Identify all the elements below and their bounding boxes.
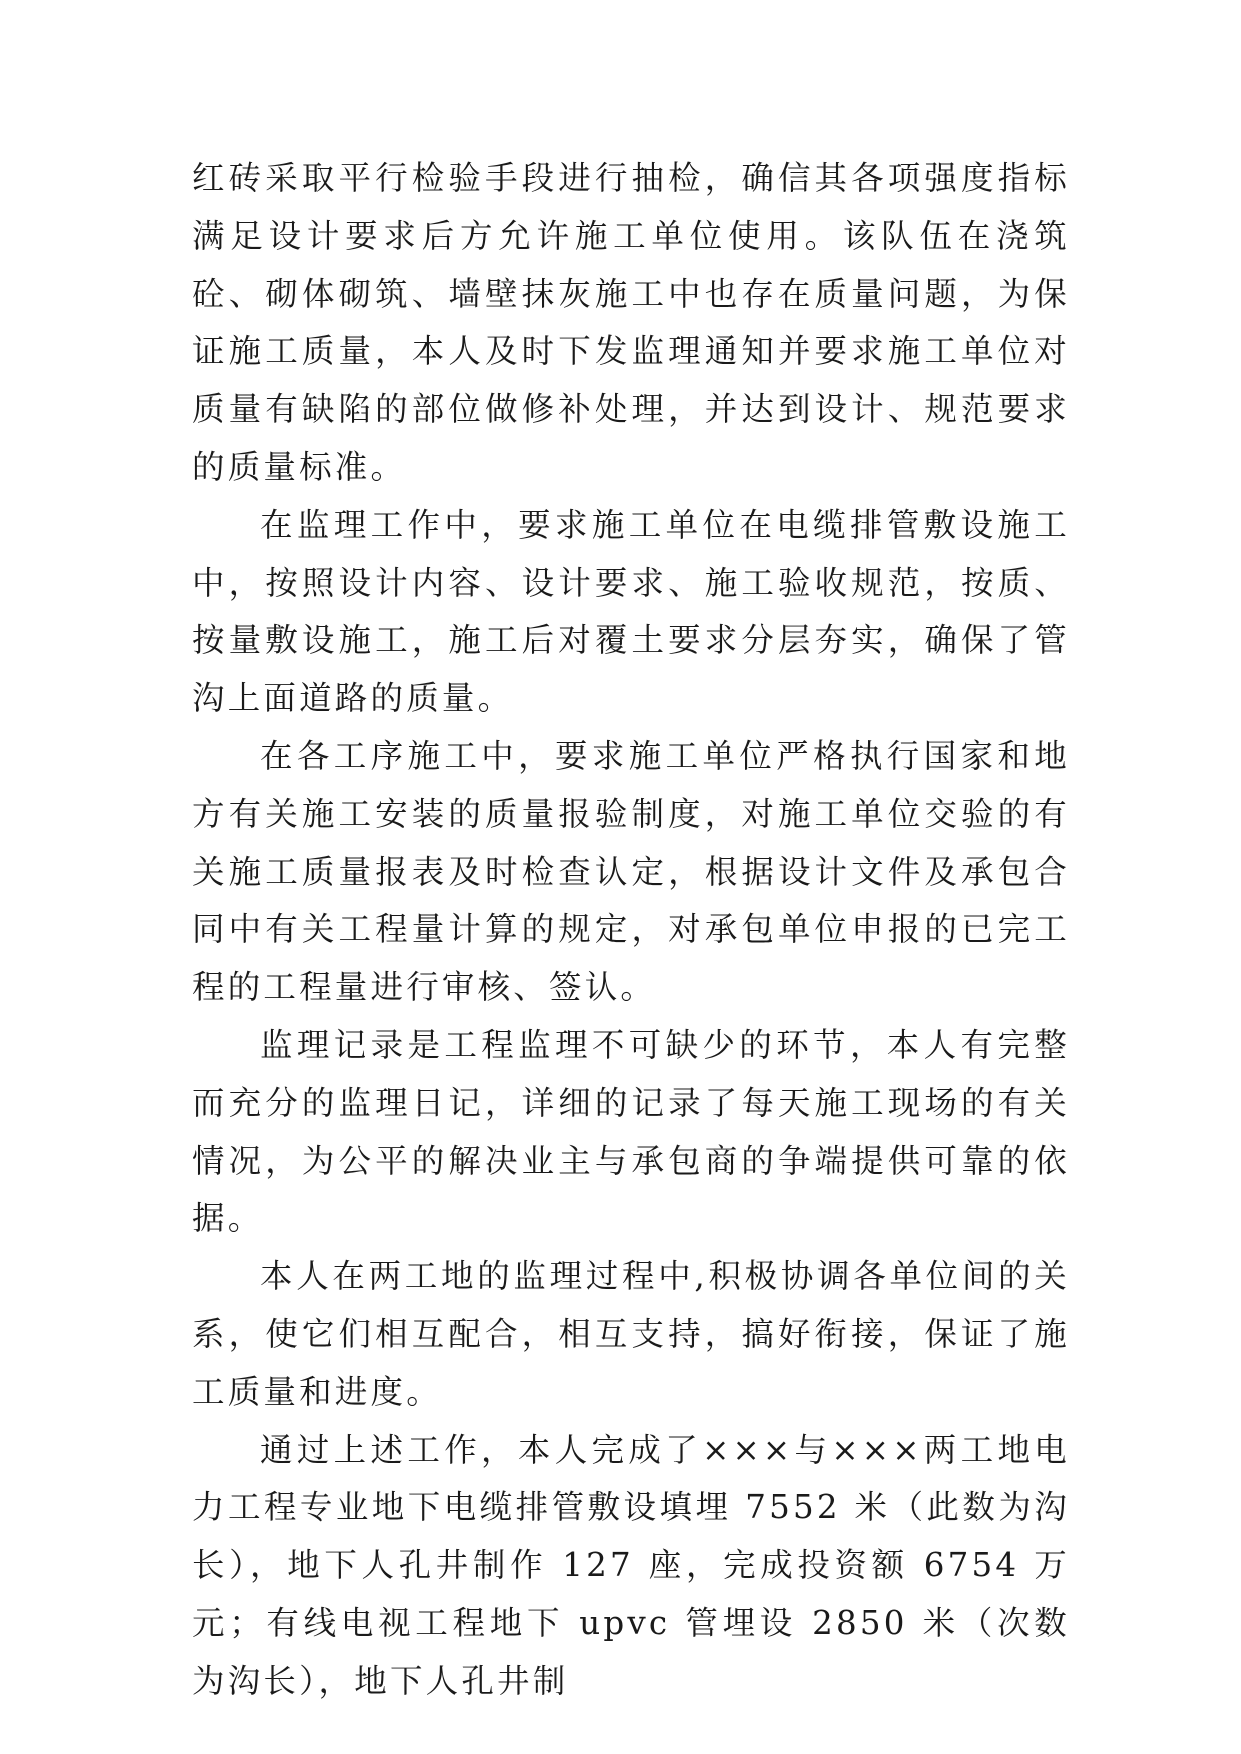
paragraph-coordination: 本人在两工地的监理过程中,积极协调各单位间的关系，使它们相互配合，相互支持，搞好衔接，保证了施工质量和进度。 bbox=[192, 1257, 1070, 1411]
paragraph-cable-conduit: 在监理工作中，要求施工单位在电缆排管敷设施工中，按照设计内容、设计要求、施工验收规范，按质、按量敷设施工，施工后对覆土要求分层夯实，确保了管沟上面道路的质量。 bbox=[192, 505, 1070, 718]
paragraph-supervision-records: 监理记录是工程监理不可缺少的环节，本人有完整而充分的监理日记，详细的记录了每天施工现场的有关情况，为公平的解决业主与承包商的争端提供可靠的依据。 bbox=[192, 1025, 1070, 1238]
paragraph-work-summary: 通过上述工作，本人完成了×××与×××两工地电力工程专业地下电缆排管敷设填埋 7552 米（此数为沟长），地下人孔井制作 127 座，完成投资额 6754 万元；有线电视工程地下 upvc 管埋设 2850 米（次数为沟长），地下人孔井制 bbox=[192, 1430, 1070, 1700]
paragraph-brick-inspection: 红砖采取平行检验手段进行抽检，确信其各项强度指标满足设计要求后方允许施工单位使用。该队伍在浇筑砼、砌体砌筑、墙壁抹灰施工中也存在质量问题，为保证施工质量，本人及时下发监理通知并要求施工单位对质量有缺陷的部位做修补处理，并达到设计、规范要求的质量标准。 bbox=[192, 159, 1070, 486]
document-body bbox=[192, 150, 1070, 1711]
paragraph-quality-inspection: 在各工序施工中，要求施工单位严格执行国家和地方有关施工安装的质量报验制度，对施工单位交验的有关施工质量报表及时检查认定，根据设计文件及承包合同中有关工程量计算的规定，对承包单位申报的已完工程的工程量进行审核、签认。 bbox=[192, 736, 1070, 1007]
